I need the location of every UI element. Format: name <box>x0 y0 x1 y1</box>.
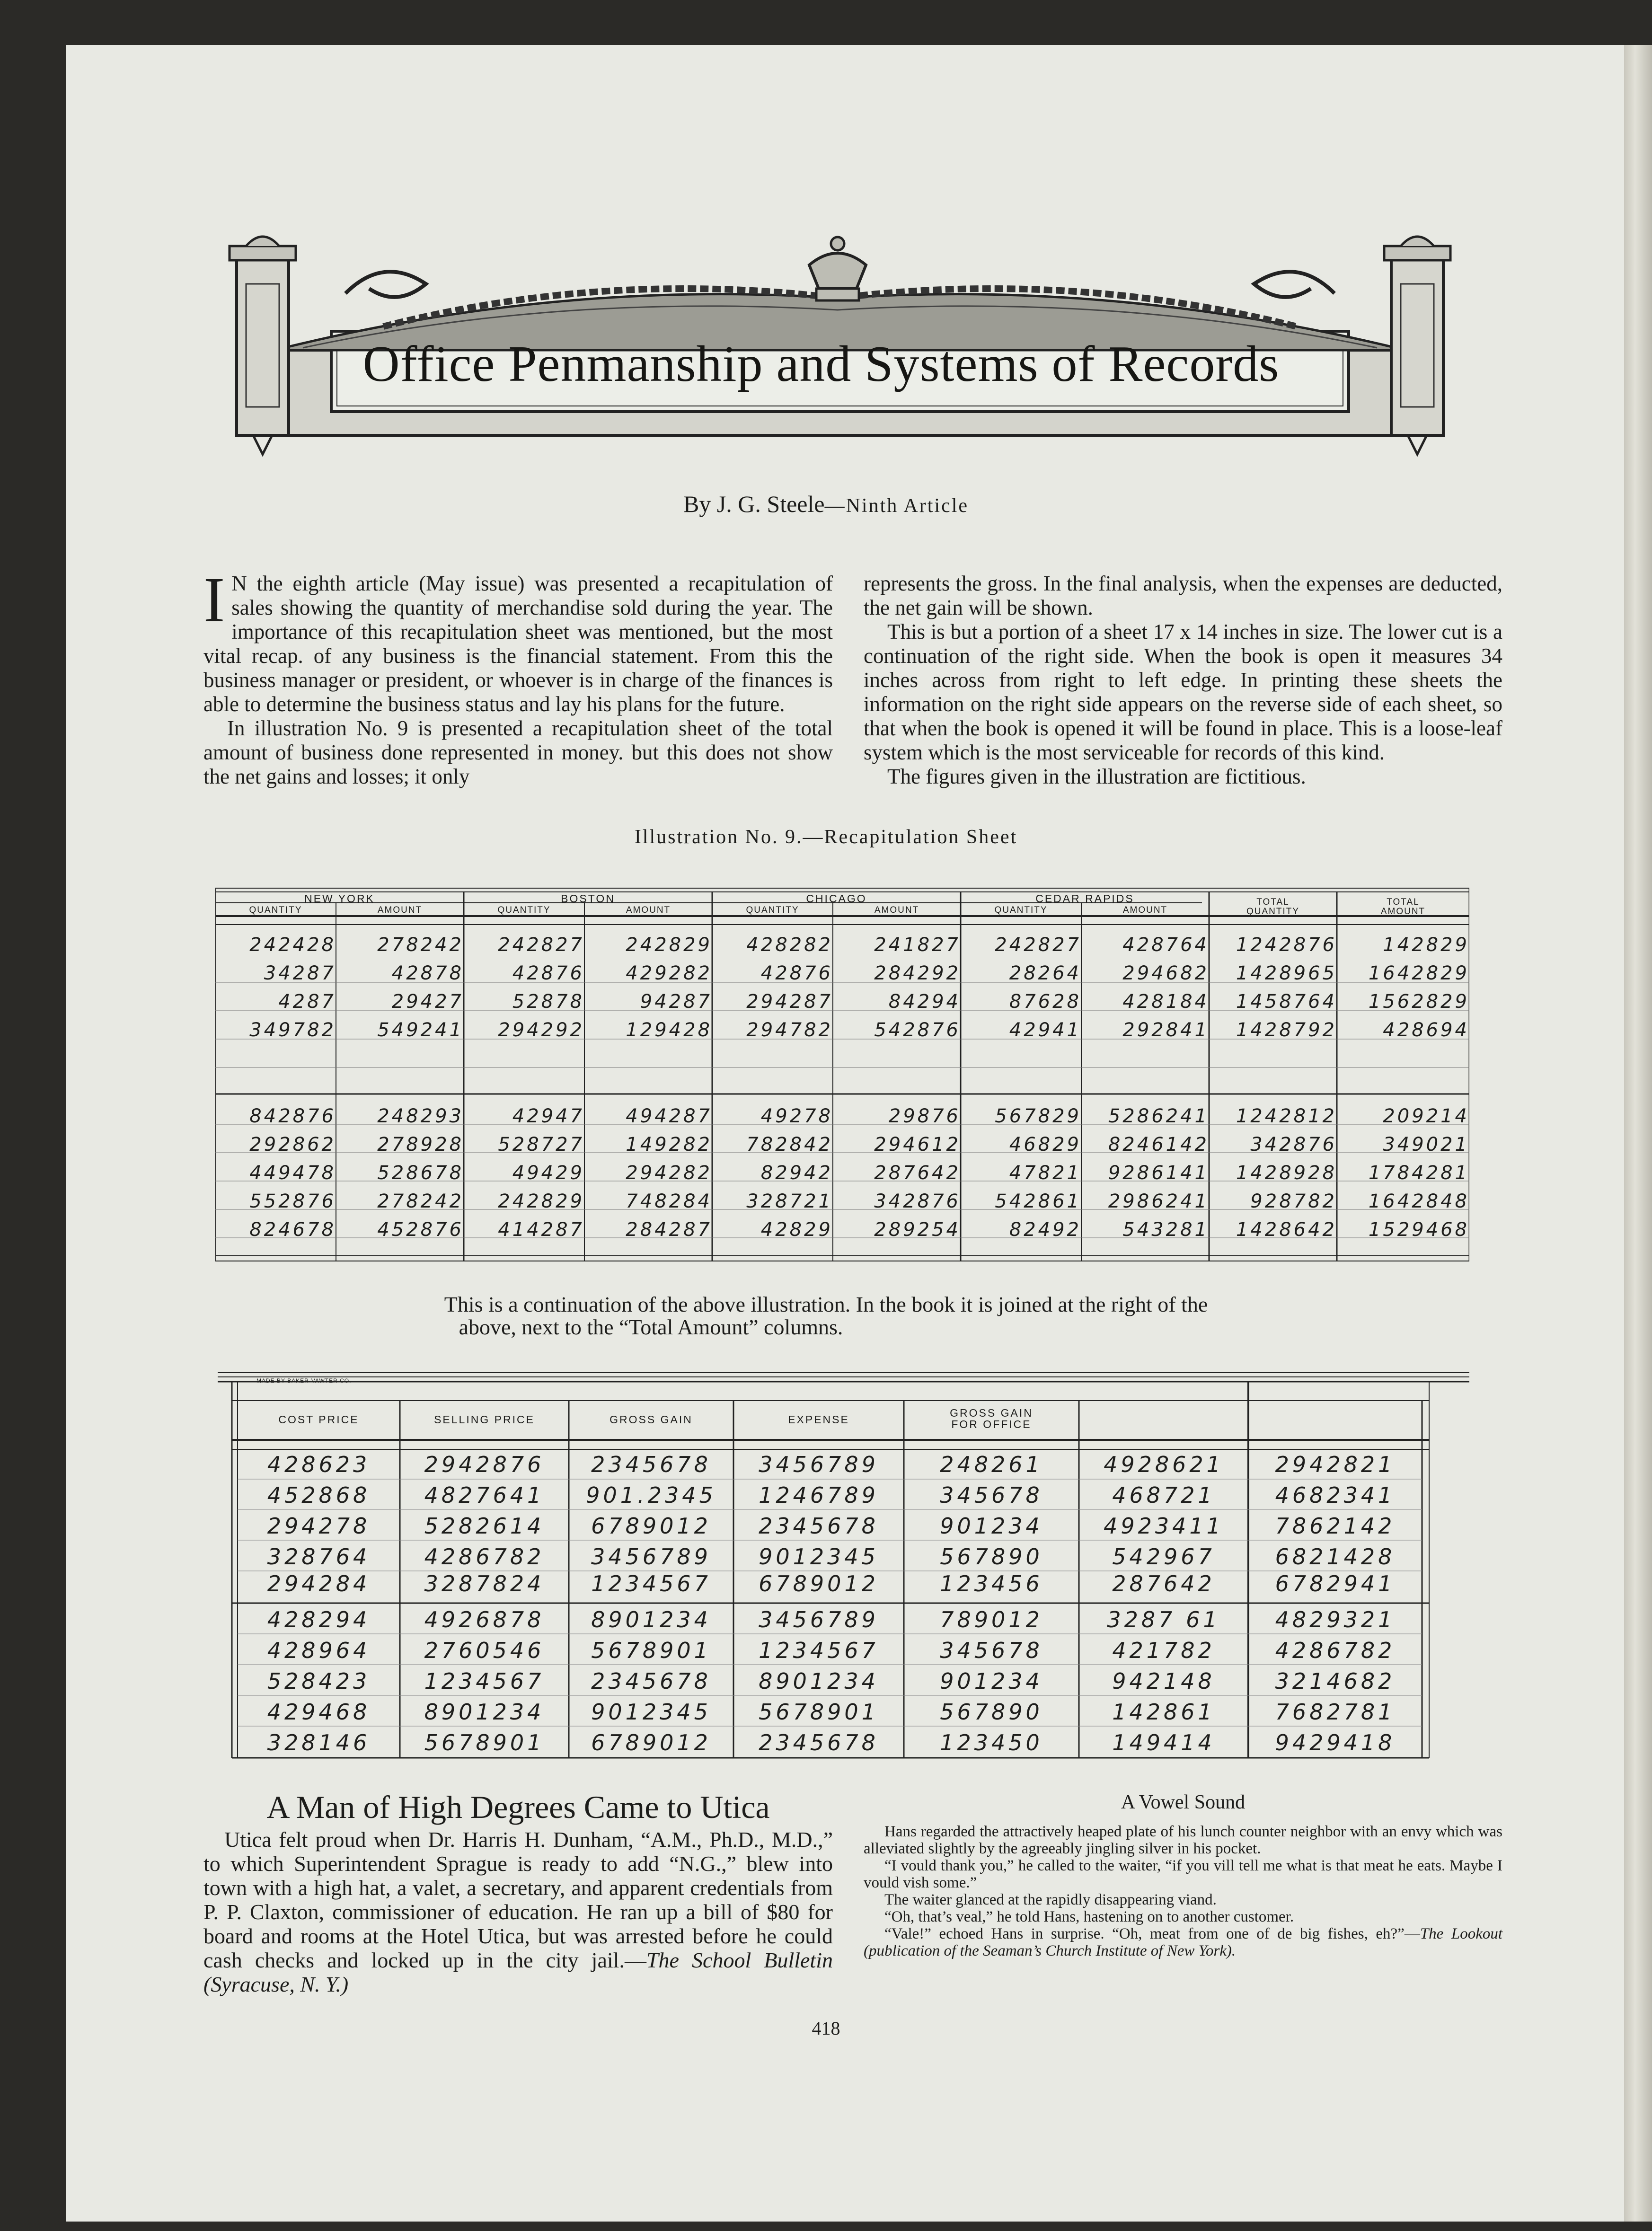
drop-cap: I <box>203 564 225 635</box>
table-cell: 552876 <box>249 1190 336 1212</box>
story-heading: A Vowel Sound <box>1121 1791 1246 1813</box>
table-cell: 4829321 <box>1275 1607 1396 1632</box>
table-cell: 29427 <box>391 991 464 1013</box>
table-cell: 3287 61 <box>1107 1607 1220 1632</box>
table-cell: 49278 <box>760 1105 833 1127</box>
table2-body <box>218 1372 1469 1765</box>
table-cell: 6789012 <box>759 1571 879 1596</box>
table-cell: 294782 <box>746 1019 833 1041</box>
column-head-total-quantity: TOTAL QUANTITY <box>1246 897 1300 917</box>
story-paragraph: Hans regarded the attractively heaped plate of his lunch counter neighbor with an envy which was alleviated slightly by the agreeably jingling silver in his pocket. <box>864 1823 1502 1857</box>
table-cell: 123450 <box>940 1730 1043 1755</box>
table-cell: 1246789 <box>759 1482 879 1508</box>
column-head-boston: BOSTON <box>561 892 615 905</box>
table-cell: 8246142 <box>1108 1134 1209 1155</box>
table-cell: 549241 <box>377 1019 464 1041</box>
table-cell: 7862142 <box>1275 1513 1396 1539</box>
table-cell: 349782 <box>249 1019 336 1041</box>
table1-body <box>215 888 1469 1261</box>
table-cell: 9012345 <box>759 1544 879 1570</box>
table-cell: 6782941 <box>1275 1571 1396 1596</box>
table-cell: 82942 <box>760 1162 833 1184</box>
table-cell: 42878 <box>391 962 464 984</box>
table-cell: 292841 <box>1122 1019 1209 1041</box>
table-cell: 28264 <box>1009 962 1081 984</box>
table-cell: 942148 <box>1112 1668 1215 1694</box>
column-head-expense: EXPENSE <box>788 1413 849 1426</box>
table-cell: 3456789 <box>759 1607 879 1632</box>
table-cell: 9286141 <box>1108 1162 1209 1184</box>
subhead-quantity: QUANTITY <box>746 905 799 915</box>
table-cell: 284287 <box>626 1219 712 1241</box>
table-cell: 242827 <box>995 934 1081 956</box>
table-cell: 1529468 <box>1368 1219 1469 1241</box>
table-cell: 1234567 <box>424 1668 545 1694</box>
table-cell: 494287 <box>626 1105 712 1127</box>
table-cell: 1642848 <box>1368 1190 1469 1212</box>
table-cell: 429468 <box>267 1699 371 1725</box>
subhead-amount: AMOUNT <box>1122 905 1168 915</box>
table-cell: 47821 <box>1009 1162 1081 1184</box>
printer-imprint: MADE BY BAKER-VAWTER CO. <box>256 1377 352 1384</box>
table-cell: 149282 <box>626 1134 712 1155</box>
table-cell: 428694 <box>1383 1019 1469 1041</box>
table-cell: 542861 <box>995 1190 1081 1212</box>
table-cell: 528423 <box>267 1668 371 1694</box>
page-number: 418 <box>812 2018 840 2039</box>
column-head-total-amount: TOTAL AMOUNT <box>1380 897 1426 917</box>
continuation-table <box>218 1372 1469 1765</box>
table-cell: 82492 <box>1009 1219 1081 1241</box>
table-cell: 42947 <box>512 1105 584 1127</box>
table-cell: 6821428 <box>1275 1544 1396 1570</box>
table-cell: 129428 <box>626 1019 712 1041</box>
article-paragraph: In illustration No. 9 is presented a recapitulation sheet of the total amount of business done represented in money. but this does not show the net gains and losses; it only <box>203 716 833 788</box>
table-cell: 84294 <box>888 991 961 1013</box>
table-cell: 824678 <box>249 1219 336 1241</box>
column-head-cost-price: COST PRICE <box>278 1413 359 1426</box>
table-cell: 123456 <box>940 1571 1043 1596</box>
table-cell: 1428792 <box>1236 1019 1337 1041</box>
table-cell: 1242812 <box>1236 1105 1337 1127</box>
table-cell: 287642 <box>874 1162 961 1184</box>
story-paragraph: “Vale!” echoed Hans in surprise. “Oh, meat from one of de big fishes, eh?”—The Lookout (publication of the Seaman’s Church Institute of New York). <box>864 1925 1503 1959</box>
table-cell: 342876 <box>1250 1134 1337 1155</box>
page-title: Office Penmanship and Systems of Records <box>362 336 1280 392</box>
table-cell: 567890 <box>940 1544 1043 1570</box>
table-cell: 5678901 <box>759 1699 879 1725</box>
table-cell: 1234567 <box>591 1571 711 1596</box>
subhead-quantity: QUANTITY <box>994 905 1048 915</box>
story-body <box>203 1827 833 1996</box>
table-cell: 287642 <box>1112 1571 1215 1596</box>
continuation-note <box>0 1293 1652 1339</box>
table-cell: 8901234 <box>759 1668 879 1694</box>
column-head-cedar-rapids: CEDAR RAPIDS <box>1035 892 1134 905</box>
table-cell: 421782 <box>1112 1638 1215 1663</box>
continuation-line: above, next to the “Total Amount” columns. <box>459 1315 843 1339</box>
story-paragraph: The waiter glanced at the rapidly disappearing viand. <box>884 1891 1217 1908</box>
table-cell: 1784281 <box>1368 1162 1469 1184</box>
subhead-amount: AMOUNT <box>874 905 919 915</box>
table-cell: 542967 <box>1112 1544 1215 1570</box>
story-heading: A Man of High Degrees Came to Utica <box>266 1789 770 1825</box>
table-cell: 294287 <box>746 991 833 1013</box>
table-cell: 6789012 <box>591 1513 711 1539</box>
table-cell: 2345678 <box>591 1668 711 1694</box>
table-cell: 4923411 <box>1104 1513 1224 1539</box>
table-cell: 2760546 <box>424 1638 545 1663</box>
table-cell: 9429418 <box>1275 1730 1396 1755</box>
article-right-column <box>864 572 1502 789</box>
table-cell: 8901234 <box>591 1607 711 1632</box>
table-cell: 1234567 <box>759 1638 879 1663</box>
table-cell: 782842 <box>746 1134 833 1155</box>
table-cell: 567890 <box>940 1699 1043 1725</box>
table-cell: 46829 <box>1009 1134 1081 1155</box>
table-cell: 328721 <box>746 1190 833 1212</box>
story-paragraph: “Oh, that’s veal,” he told Hans, hastening on to another customer. <box>884 1908 1294 1925</box>
table-cell: 294682 <box>1122 962 1209 984</box>
article-paragraph: I N the eighth article (May issue) was presented a recapitulation of sales showing the quantity of merchandise sold during the year. The importance of this recapitulation sheet was mentioned, but the most vital recap. of any business is the financial statement. From this the business manager or president, or whoever is in charge of the finances is able to determine the business status and lay his plans for the future. <box>203 564 833 716</box>
table-cell: 209214 <box>1383 1105 1469 1127</box>
subhead-amount: AMOUNT <box>377 905 423 915</box>
table-cell: 242428 <box>249 934 336 956</box>
illustration-caption: Illustration No. 9.—Recapitulation Sheet <box>634 826 1018 848</box>
column-head-new-york: NEW YORK <box>304 892 375 905</box>
table-cell: 241827 <box>874 934 961 956</box>
table-cell: 349021 <box>1383 1134 1469 1155</box>
article-paragraph: represents the gross. In the final analysis, when the expenses are deducted, the net gain will be shown. <box>864 572 1502 619</box>
table-cell: 278242 <box>377 934 464 956</box>
table-cell: 428184 <box>1122 991 1209 1013</box>
table-cell: 4926878 <box>424 1607 545 1632</box>
table-cell: 2942821 <box>1275 1452 1396 1477</box>
story-body <box>864 1823 1502 1959</box>
table-cell: 468721 <box>1112 1482 1215 1508</box>
table-cell: 4286782 <box>1275 1638 1396 1663</box>
table-cell: 294278 <box>267 1513 371 1539</box>
table-cell: 452868 <box>267 1482 371 1508</box>
table-cell: 52878 <box>512 991 584 1013</box>
column-head-gross-gain: GROSS GAIN <box>610 1413 693 1426</box>
table-cell: 2345678 <box>759 1513 879 1539</box>
table-cell: 294612 <box>874 1134 961 1155</box>
table-cell: 289254 <box>874 1219 961 1241</box>
table-cell: 2942876 <box>424 1452 545 1477</box>
table-cell: 842876 <box>249 1105 336 1127</box>
table-cell: 428764 <box>1122 934 1209 956</box>
table-cell: 149414 <box>1112 1730 1215 1755</box>
table-cell: 449478 <box>249 1162 336 1184</box>
table-cell: 429282 <box>626 962 712 984</box>
table-cell: 5678901 <box>424 1730 545 1755</box>
table-cell: 142829 <box>1383 934 1469 956</box>
subhead-amount: AMOUNT <box>626 905 671 915</box>
story-paragraph: Utica felt proud when Dr. Harris H. Dunham, “A.M., Ph.D., M.D.,” to which Superintendent Sprague is ready to add “N.G.,” blew into town with a high hat, a valet, a secretary, and apparent credentials from P. P. Claxton, commissioner of education. He ran up a bill of $80 for board and rooms at the Hotel Utica, but was arrested before he could cash checks and locked up in the city jail.—The School Bulletin (Syracuse, N. Y.) <box>203 1827 833 1996</box>
table-cell: 928782 <box>1250 1190 1337 1212</box>
table-cell: 345678 <box>940 1638 1043 1663</box>
table-cell: 901234 <box>940 1668 1043 1694</box>
table-cell: 94287 <box>640 991 712 1013</box>
table-cell: 42941 <box>1009 1019 1081 1041</box>
table-cell: 278928 <box>377 1134 464 1155</box>
table-cell: 5286241 <box>1108 1105 1209 1127</box>
table-cell: 87628 <box>1009 991 1081 1013</box>
table-cell: 528678 <box>377 1162 464 1184</box>
table-cell: 294284 <box>267 1571 371 1596</box>
table-cell: 1642829 <box>1368 962 1469 984</box>
table-cell: 542876 <box>874 1019 961 1041</box>
table-cell: 42876 <box>512 962 584 984</box>
story-paragraph: “I vould thank you,” he called to the waiter, “if you vill tell me what is that meat he eats. Maybe I vould vish some.” <box>864 1857 1502 1891</box>
table-cell: 428964 <box>267 1638 371 1663</box>
table-cell: 3214682 <box>1275 1668 1396 1694</box>
article-paragraph: The figures given in the illustration are fictitious. <box>887 765 1306 788</box>
table-cell: 452876 <box>377 1219 464 1241</box>
recapitulation-sheet-table <box>215 888 1469 1261</box>
table-cell: 29876 <box>888 1105 961 1127</box>
table-cell: 3287824 <box>424 1571 545 1596</box>
table-cell: 328764 <box>267 1544 371 1570</box>
book-spine <box>1624 45 1652 2222</box>
table-cell: 4928621 <box>1104 1452 1224 1477</box>
table-cell: 1242876 <box>1236 934 1337 956</box>
table-cell: 1428928 <box>1236 1162 1337 1184</box>
table-cell: 278242 <box>377 1190 464 1212</box>
table-cell: 748284 <box>626 1190 712 1212</box>
table-cell: 4682341 <box>1275 1482 1396 1508</box>
column-head-chicago: CHICAGO <box>806 892 867 905</box>
table-cell: 528727 <box>498 1134 584 1155</box>
table-cell: 248261 <box>940 1452 1043 1477</box>
table-cell: 2345678 <box>591 1452 711 1477</box>
table-cell: 49429 <box>512 1162 584 1184</box>
table-cell: 428623 <box>267 1452 371 1477</box>
table-cell: 414287 <box>498 1219 584 1241</box>
table-cell: 345678 <box>940 1482 1043 1508</box>
table-cell: 6789012 <box>591 1730 711 1755</box>
table-cell: 242829 <box>498 1190 584 1212</box>
table-cell: 1428642 <box>1236 1219 1337 1241</box>
table-cell: 34287 <box>264 962 336 984</box>
article-left-column <box>203 564 833 789</box>
table-cell: 294292 <box>498 1019 584 1041</box>
table-cell: 1458764 <box>1236 991 1337 1013</box>
table-cell: 901.2345 <box>586 1482 716 1508</box>
column-head-selling-price: SELLING PRICE <box>434 1413 535 1426</box>
table-cell: 901234 <box>940 1513 1043 1539</box>
table-cell: 248293 <box>377 1105 464 1127</box>
table-cell: 8901234 <box>424 1699 545 1725</box>
table-cell: 428282 <box>746 934 833 956</box>
table-cell: 42876 <box>760 962 833 984</box>
table-cell: 42829 <box>760 1219 833 1241</box>
table-cell: 789012 <box>940 1607 1043 1632</box>
table-cell: 5282614 <box>424 1513 545 1539</box>
subhead-quantity: QUANTITY <box>249 905 302 915</box>
table-cell: 543281 <box>1122 1219 1209 1241</box>
table-cell: 4287 <box>278 991 336 1013</box>
table-cell: 342876 <box>874 1190 961 1212</box>
table-cell: 292862 <box>249 1134 336 1155</box>
table-cell: 242829 <box>626 934 712 956</box>
table-cell: 2986241 <box>1108 1190 1209 1212</box>
article-paragraph: This is but a portion of a sheet 17 x 14 inches in size. The lower cut is a continuation of the right side. When the book is open it measures 34 inches across from right to left edge. In printing these sheets the information on the right side appears on the reverse side of each sheet, so that when the book is opened it will be found in place. This is a loose-leaf system which is the most serviceable for records of this kind. <box>864 620 1502 764</box>
table-cell: 142861 <box>1112 1699 1215 1725</box>
table-cell: 5678901 <box>591 1638 711 1663</box>
table-cell: 4827641 <box>424 1482 545 1508</box>
table-cell: 4286782 <box>424 1544 545 1570</box>
article-series: —Ninth Article <box>824 495 969 517</box>
table-cell: 567829 <box>995 1105 1081 1127</box>
table-cell: 3456789 <box>759 1452 879 1477</box>
author: By J. G. Steele <box>683 491 825 517</box>
table-cell: 9012345 <box>591 1699 711 1725</box>
table-cell: 428294 <box>267 1607 371 1632</box>
table-cell: 328146 <box>267 1730 371 1755</box>
continuation-line: This is a continuation of the above illustration. In the book it is joined at the right of the <box>444 1292 1208 1316</box>
table-cell: 242827 <box>498 934 584 956</box>
byline <box>0 490 1652 518</box>
table-cell: 1428965 <box>1236 962 1337 984</box>
table-cell: 284292 <box>874 962 961 984</box>
table-cell: 1562829 <box>1368 991 1469 1013</box>
subhead-quantity: QUANTITY <box>497 905 551 915</box>
table-cell: 3456789 <box>591 1544 711 1570</box>
table-cell: 2345678 <box>759 1730 879 1755</box>
table-cell: 7682781 <box>1275 1699 1396 1725</box>
table-cell: 294282 <box>626 1162 712 1184</box>
column-head-gross-gain-for-office: GROSS GAIN FOR OFFICE <box>950 1407 1033 1430</box>
